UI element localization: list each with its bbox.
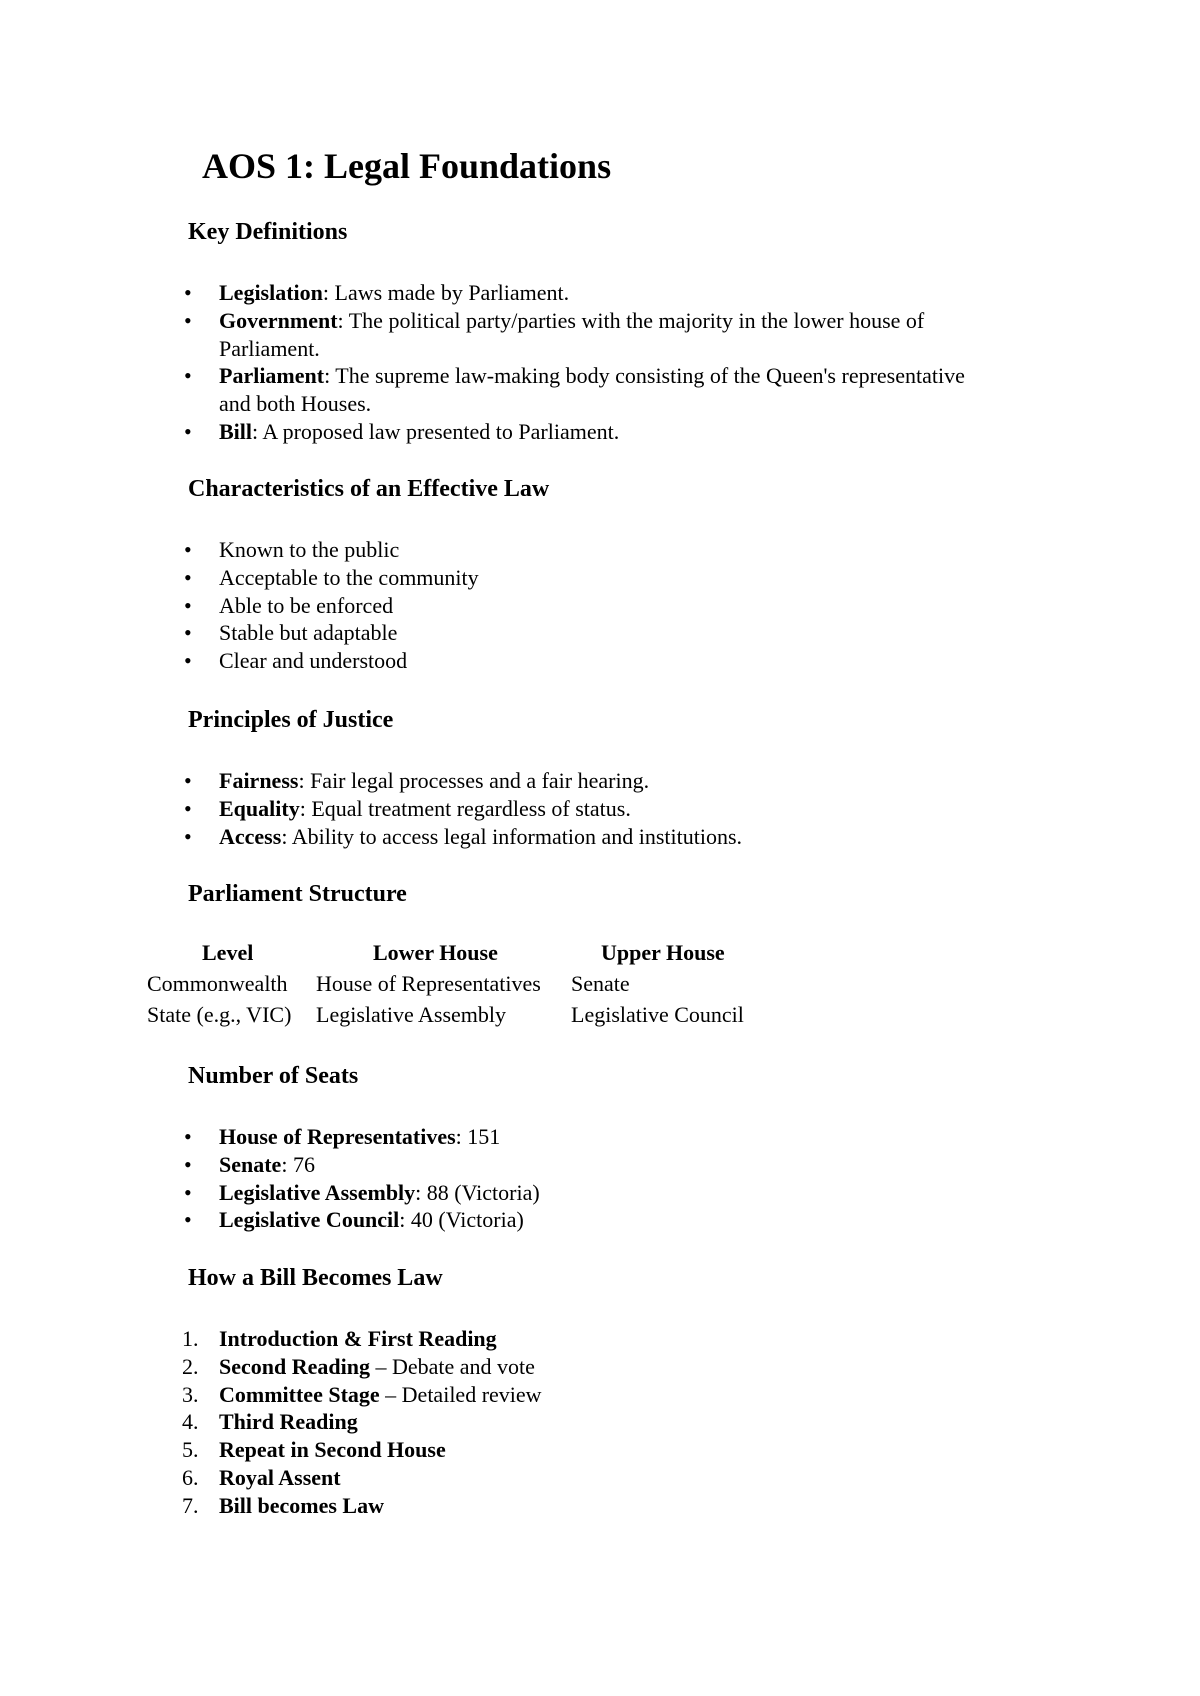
bullet: • [184, 1151, 192, 1177]
list-item [0, 823, 1200, 851]
seat-value: : 151 [455, 1124, 501, 1149]
seat-value: : 76 [281, 1151, 315, 1177]
step-term: Bill becomes Law [219, 1492, 384, 1518]
bullet: • [184, 280, 192, 305]
step-text: – Debate and vote [369, 1353, 535, 1379]
list-item [0, 1381, 1200, 1409]
bullet: • [184, 1207, 192, 1233]
list-item [0, 592, 1200, 620]
list-item [0, 647, 1200, 675]
step-number: 3. [182, 1381, 199, 1407]
key-definitions-heading: Key Definitions [188, 219, 348, 245]
bullet: • [184, 537, 192, 562]
definition-term: Legislation [219, 280, 323, 305]
list-item [0, 418, 1200, 446]
principle-text: : Ability to access legal information and institutions. [281, 823, 743, 849]
definition-term: Government [219, 307, 338, 333]
table-cell: House of Representatives [316, 971, 541, 996]
step-number: 6. [182, 1464, 199, 1490]
seats-list [0, 1123, 1200, 1234]
seat-term: House of Representatives [219, 1124, 456, 1149]
principles-list [0, 767, 1200, 850]
bullet: • [184, 363, 192, 389]
parliament-structure-heading: Parliament Structure [188, 881, 407, 907]
definition-text: : Laws made by Parliament. [322, 280, 570, 305]
list-item [0, 362, 1200, 418]
principles-heading: Principles of Justice [188, 707, 394, 733]
bullet: • [184, 564, 192, 590]
principle-term: Access [219, 823, 282, 849]
principle-term: Fairness [219, 768, 299, 793]
definition-term: Bill [219, 418, 253, 444]
principle-term: Equality [219, 795, 300, 821]
seats-heading: Number of Seats [188, 1063, 359, 1089]
characteristic-text: Able to be enforced [219, 592, 394, 618]
list-item [0, 767, 1200, 795]
list-item [0, 307, 1200, 363]
step-term: Second Reading [219, 1353, 370, 1379]
list-item [0, 619, 1200, 647]
table-cell: Legislative Assembly [316, 1002, 507, 1027]
table-header-level: Level [202, 940, 254, 965]
list-item [0, 564, 1200, 592]
bullet: • [184, 418, 192, 444]
definition-text-continued: and both Houses. [219, 391, 372, 417]
seat-value: : 88 (Victoria) [415, 1179, 540, 1205]
table-cell: Commonwealth [147, 971, 288, 996]
bullet: • [184, 307, 192, 333]
bill-process-list [0, 1325, 1200, 1520]
definition-text: : The political party/parties with the majority in the lower house of [337, 307, 925, 333]
seat-term: Legislative Assembly [219, 1179, 416, 1205]
list-item [0, 279, 1200, 307]
step-term: Royal Assent [219, 1464, 341, 1490]
list-item [0, 1492, 1200, 1520]
list-item [0, 1408, 1200, 1436]
list-item [0, 536, 1200, 564]
bullet: • [184, 592, 192, 618]
definition-text-continued: Parliament. [219, 335, 320, 361]
characteristic-text: Acceptable to the community [219, 564, 479, 590]
bullet: • [184, 1179, 192, 1205]
bullet: • [184, 795, 192, 821]
table-header-upper-house: Upper House [601, 940, 725, 965]
principle-text: : Equal treatment regardless of status. [299, 795, 631, 821]
bill-process-heading: How a Bill Becomes Law [188, 1265, 443, 1291]
list-item [0, 1353, 1200, 1381]
bullet: • [184, 823, 192, 849]
step-number: 4. [182, 1409, 199, 1435]
seat-term: Senate [219, 1151, 282, 1177]
list-item [0, 1179, 1200, 1207]
step-term: Third Reading [219, 1409, 358, 1435]
step-number: 7. [182, 1492, 199, 1518]
step-number: 2. [182, 1353, 199, 1379]
characteristics-heading: Characteristics of an Effective Law [188, 476, 550, 502]
list-item [0, 1151, 1200, 1179]
table-cell: Legislative Council [571, 1002, 744, 1027]
seat-term: Legislative Council [219, 1207, 400, 1233]
list-item [0, 1325, 1200, 1353]
characteristics-list [0, 536, 1200, 675]
step-number: 5. [182, 1437, 199, 1463]
list-item [0, 1206, 1200, 1234]
bullet: • [184, 648, 192, 674]
list-item [0, 1123, 1200, 1151]
bullet: • [184, 768, 192, 793]
step-number: 1. [182, 1326, 199, 1351]
list-item [0, 1436, 1200, 1464]
list-item [0, 795, 1200, 823]
step-term: Repeat in Second House [219, 1437, 446, 1463]
table-cell: State (e.g., VIC) [147, 1002, 292, 1027]
bullet: • [184, 620, 192, 646]
definition-text: : The supreme law-making body consisting of the Queen's representative [324, 363, 965, 389]
page-title: AOS 1: Legal Foundations [202, 146, 612, 186]
principle-text: : Fair legal processes and a fair hearing. [298, 768, 650, 793]
table-cell: Senate [571, 971, 630, 996]
characteristic-text: Clear and understood [219, 648, 408, 674]
step-term: Introduction & First Reading [219, 1326, 497, 1351]
table-header-lower-house: Lower House [373, 940, 498, 965]
step-text: – Detailed review [379, 1381, 542, 1407]
definition-text: : A proposed law presented to Parliament. [252, 418, 620, 444]
list-item [0, 1464, 1200, 1492]
bullet: • [184, 1124, 192, 1149]
characteristic-text: Stable but adaptable [219, 620, 398, 646]
key-definitions-list [0, 279, 1200, 446]
step-term: Committee Stage [219, 1381, 380, 1407]
definition-term: Parliament [219, 363, 325, 389]
characteristic-text: Known to the public [219, 537, 400, 562]
seat-value: : 40 (Victoria) [399, 1207, 524, 1233]
